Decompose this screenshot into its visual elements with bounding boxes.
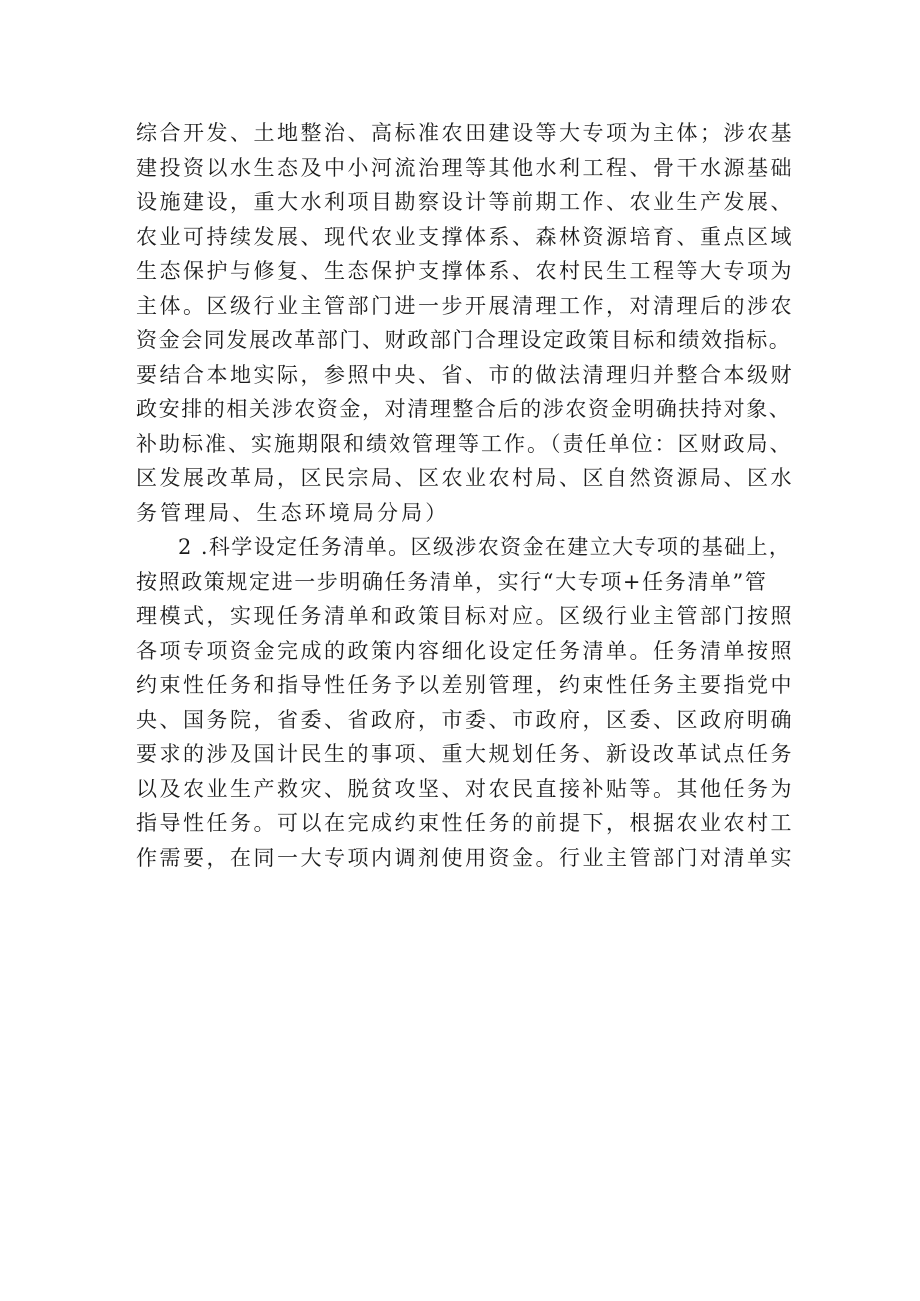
text-line: 务管理局、生态环境局分局） <box>136 500 450 525</box>
text-line: 政安排的相关涉农资金，对清理整合后的涉农资金明确扶持对象、 <box>136 397 792 421</box>
document-body <box>136 116 796 875</box>
text-line: 以及农业生产救灾、脱贫攻坚、对农民直接补贴等。其他任务为 <box>136 776 794 801</box>
text-line: 生态保护与修复、生态保护支撑体系、农村民生工程等大专项为 <box>136 259 794 283</box>
text-line: 指导性任务。可以在完成约束性任务的前提下，根据农业农村工 <box>136 811 794 835</box>
paragraph-2-first-line: 2 .科学设定任务清单。区级涉农资金在建立大专项的基础上， <box>178 535 792 559</box>
text-line: 要求的涉及国计民生的事项、重大规划任务、新设改革试点任务 <box>136 742 794 766</box>
text-line: 理模式，实现任务清单和政策目标对应。区级行业主管部门按照 <box>136 604 794 628</box>
text-line: 补助标准、实施期限和绩效管理等工作。（责任单位：区财政局、 <box>136 431 793 456</box>
text-line: 央、国务院，省委、省政府，市委、市政府，区委、区政府明确 <box>136 707 794 732</box>
text-line: 主体。区级行业主管部门进一步开展清理工作，对清理后的涉农 <box>136 293 794 318</box>
text-line: 区发展改革局，区民宗局、区农业农村局、区自然资源局、区水 <box>136 466 794 490</box>
text-line: 要结合本地实际，参照中央、省、市的做法清理归并整合本级财 <box>136 362 794 387</box>
text-line: 设施建设，重大水利项目勘察设计等前期工作、农业生产发展、 <box>136 190 794 214</box>
text-line: 建投资以水生态及中小河流治理等其他水利工程、骨干水源基础 <box>136 155 794 180</box>
text-line: 各项专项资金完成的政策内容细化设定任务清单。任务清单按照 <box>136 638 794 663</box>
text-line: 约束性任务和指导性任务予以差别管理，约束性任务主要指党中 <box>136 673 794 697</box>
text-line: 综合开发、土地整治、高标准农田建设等大专项为主体；涉农基 <box>136 121 794 145</box>
text-line: 农业可持续发展、现代农业支撑体系、森林资源培育、重点区域 <box>136 224 794 249</box>
text-line: 资金会同发展改革部门、财政部门合理设定政策目标和绩效指标。 <box>136 328 792 352</box>
text-line: 作需要，在同一大专项内调剂使用资金。行业主管部门对清单实 <box>136 845 794 870</box>
text-line: 按照政策规定进一步明确任务清单，实行“大专项+任务清单”管 <box>136 569 768 594</box>
